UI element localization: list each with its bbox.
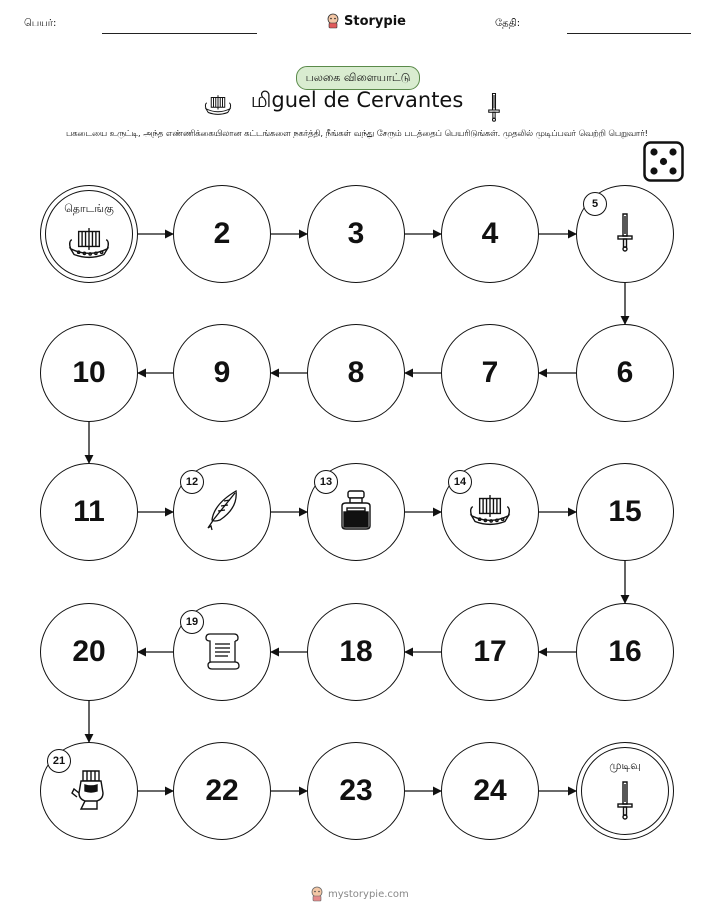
quill-icon <box>202 488 242 536</box>
space-number-tag: 19 <box>180 610 204 634</box>
number-space <box>173 324 271 422</box>
space-number: 8 <box>347 356 365 389</box>
number-space <box>307 185 405 283</box>
footer <box>310 886 409 902</box>
space-number: 17 <box>473 635 507 668</box>
space-number: 24 <box>473 774 507 807</box>
finish-space <box>576 742 674 840</box>
space-number: 10 <box>72 356 106 389</box>
sword-icon <box>615 209 635 259</box>
picture-space <box>173 603 271 701</box>
number-space <box>576 603 674 701</box>
picture-space <box>307 463 405 561</box>
picture-space <box>576 185 674 283</box>
number-space <box>441 603 539 701</box>
picture-space <box>441 463 539 561</box>
space-number: 15 <box>608 495 642 528</box>
number-space <box>40 324 138 422</box>
number-space <box>441 324 539 422</box>
space-number: 22 <box>205 774 239 807</box>
number-space <box>40 603 138 701</box>
number-space <box>441 742 539 840</box>
space-number: 11 <box>73 495 105 528</box>
space-number-tag: 13 <box>314 470 338 494</box>
instructions: பகடையை உருட்டி, அந்த எண்ணிக்கையிலான கட்டங்களை நகர்த்தி, நீங்கள் வந்து சேரும் படத்தைப் பெயரிடுங்கள். முதலில் முடிப்பவர் வெற்றி பெறுவார்! <box>66 128 648 138</box>
number-space <box>307 742 405 840</box>
game-type-badge: பலகை விளையாட்டு <box>296 66 420 90</box>
space-number: 3 <box>347 217 365 250</box>
space-number-tag: 21 <box>47 749 71 773</box>
number-space <box>40 463 138 561</box>
number-space <box>173 742 271 840</box>
number-space <box>307 324 405 422</box>
space-number-tag: 5 <box>583 192 607 216</box>
space-number: 4 <box>481 217 499 250</box>
number-space <box>576 463 674 561</box>
space-number: 2 <box>213 217 231 250</box>
finish-label: முடிவு <box>609 759 641 772</box>
date-label: தேதி: <box>495 18 521 29</box>
picture-space <box>40 742 138 840</box>
brand-name: Storypie <box>344 13 406 29</box>
scroll-icon <box>200 628 244 676</box>
number-space <box>173 185 271 283</box>
inkwell-icon <box>336 488 376 536</box>
space-number: 20 <box>72 635 106 668</box>
number-space <box>307 603 405 701</box>
space-number: 18 <box>339 635 373 668</box>
number-space <box>441 185 539 283</box>
start-label: தொடங்கு <box>64 202 114 215</box>
footer-url[interactable]: mystorypie.com <box>328 888 409 900</box>
name-label: பெயர்: <box>24 18 57 29</box>
space-number: 6 <box>616 356 634 389</box>
space-number: 16 <box>608 635 642 668</box>
space-number: 9 <box>213 356 231 389</box>
picture-space <box>173 463 271 561</box>
space-number-tag: 14 <box>448 470 472 494</box>
start-space <box>40 185 138 283</box>
storypie-logo-icon <box>310 886 324 902</box>
page-title: மிguel de Cervantes <box>250 88 464 112</box>
space-number: 7 <box>481 356 499 389</box>
space-number: 23 <box>339 774 373 807</box>
ship-icon <box>467 490 513 534</box>
number-space <box>576 324 674 422</box>
space-number-tag: 12 <box>180 470 204 494</box>
gauntlet-icon <box>69 767 109 815</box>
